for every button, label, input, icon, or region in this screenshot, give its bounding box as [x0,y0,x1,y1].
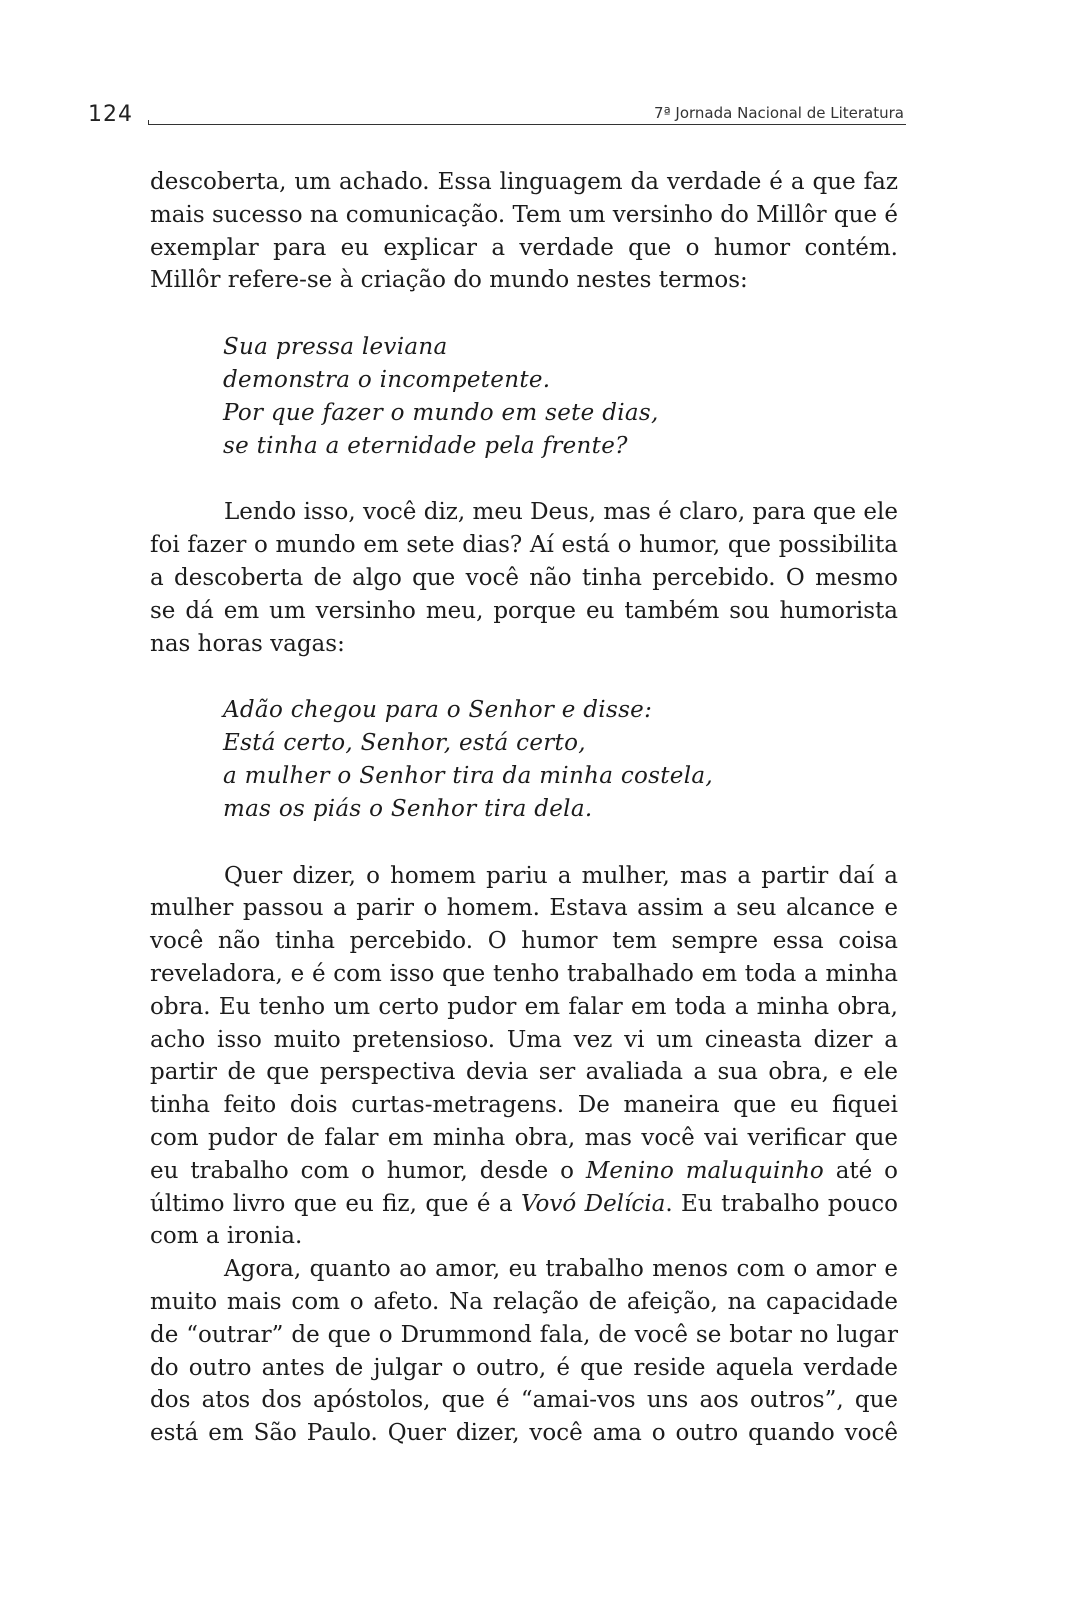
verse-line: Está certo, Senhor, está certo, [223,730,586,757]
paragraph-4: Agora, quanto ao amor, eu trabalho menos com o amor e muito mais com o afeto. Na relação de afeição, na capacidade de “outrar” de que o Drummond fala, de você se botar no lugar do outro antes de julgar o outro, é que reside aquela verdade dos atos dos apóstolos, que é “amai-vos uns aos outros”, que está em São Paulo. Quer dizer, você ama o outro quando você [150,1256,898,1447]
book-title-menino-maluquinho: Menino maluquinho [585,1157,824,1184]
verse-millor [150,331,898,462]
verse-line: Adão chegou para o Senhor e disse: [223,697,653,724]
paragraph-2: Lendo isso, você diz, meu Deus, mas é claro, para que ele foi fazer o mundo em sete dias? Aí está o humor, que possibilita a descoberta de algo que você não tinha percebido. O mesmo se dá em um versinho meu, porque eu também sou humorista nas horas vagas: [150,499,898,657]
verse-line: se tinha a eternidade pela frente? [223,432,628,459]
verse-line: demonstra o incompetente. [223,366,551,393]
header-rule [148,124,906,125]
verse-line: Sua pressa leviana [223,334,448,361]
paragraph-3-text: . Eu trabalho pouco com a ironia. [150,1190,898,1250]
paragraph-3-text: Quer dizer, o homem pariu a mulher, mas a partir daí a mulher passou a parir o homem. Estava assim a seu alcance e você não tinha percebido. O humor tem sempre essa coisa reveladora, e é com isso que tenho trabalhado em toda a minha obra. Eu tenho um certo pudor em falar em toda a minha obra, acho isso muito pretensioso. Uma vez vi um cineasta dizer a partir de que perspectiva devia ser avaliada a sua obra, e ele tinha feito dois curtas-metragens. De maneira que eu fiquei com pudor de falar em minha obra, mas você vai verificar que eu trabalho com o humor, desde o [150,862,898,1184]
paragraph-3-text: até o último livro que eu fiz, que é a [150,1157,898,1217]
book-title-vovo-delicia: Vovó Delícia [521,1190,666,1217]
paragraph-1: descoberta, um achado. Essa linguagem da verdade é a que faz mais sucesso na comunicação. Tem um versinho do Millôr que é exemplar para eu explicar a verdade que o humor contém. Millôr refere-se à criação do mundo nestes termos: [150,169,898,294]
page-number: 124 [88,102,133,127]
paragraph-3 [150,860,898,1254]
page-body [150,166,898,1450]
page-header [88,100,906,130]
verse-line: a mulher o Senhor tira da minha costela, [223,762,713,789]
verse-author [150,694,898,825]
running-title: 7ª Jornada Nacional de Literatura [654,104,904,122]
verse-line: Por que fazer o mundo em sete dias, [223,399,659,426]
verse-line: mas os piás o Senhor tira dela. [223,795,593,822]
